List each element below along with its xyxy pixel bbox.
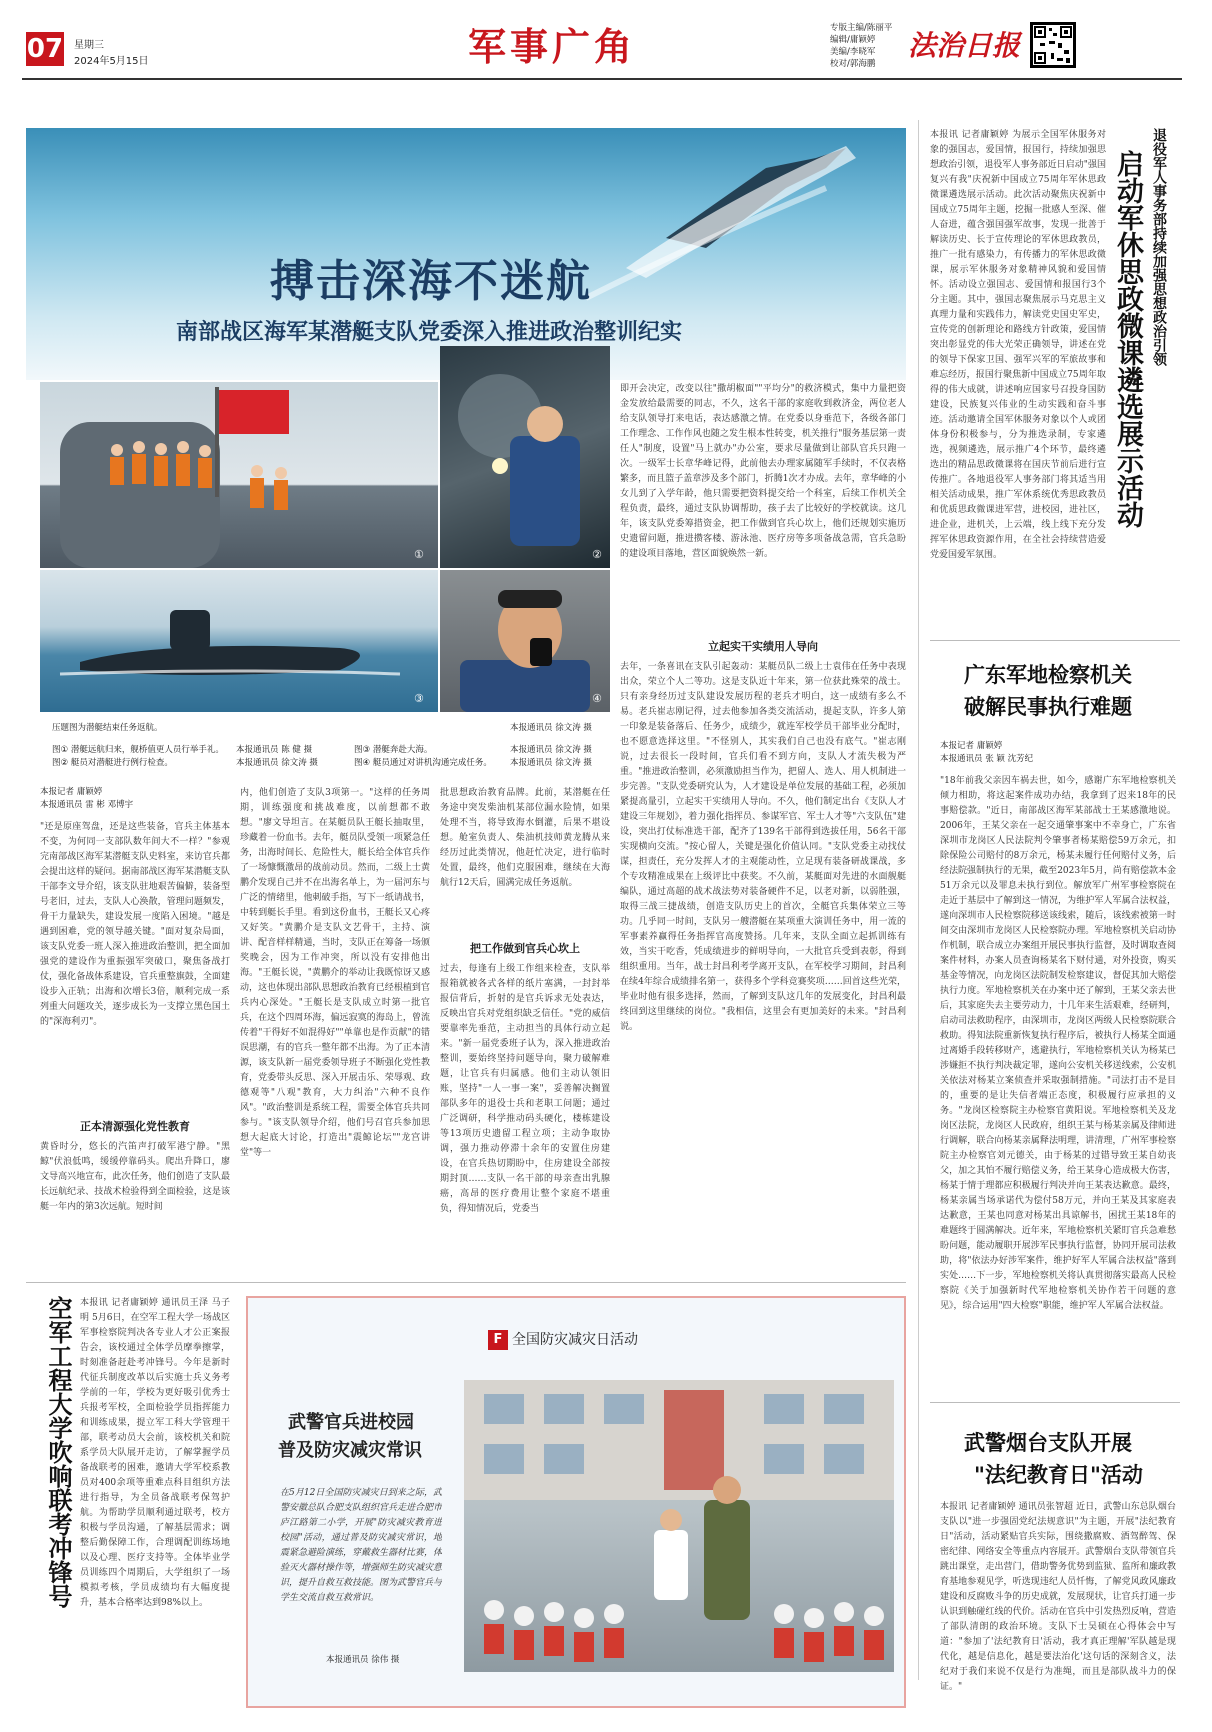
lead-body-col4: 即开会决定，改变以往"撒胡椒面""平均分"的救济模式，集中力量把资金发放给最需要的同志，不久，这名干部的家庭收到救济金，两位老人给支队领导打来电话，表达感激之情。在党委以身垂范下，各级各部门工作理念、工作作风也随之发生根本性转变，机关推行"服务基层第一责任人"制度，设置"马上就办"办公室，要求尽量做到让部队官兵只跑一次。一级军士长章华峰记得，此前他去办理家属随军手续时，不仅表格繁多，而且篮子盖章涉及多个部门，折腾1次才办成。去年，章华峰的小女儿到了入学年龄，他只需要把资料提交给一个科室，后续工作机关全程负责，最终，通过支队协调帮助，孩子去了比较好的学校就读。这几年，该支队党委筹措资金，把工作做到官兵心坎上，他们还规划实施历史遗留问题，推进攒客楼、游泳池、医疗房等多项备战急需，官兵急盼的建设项目落地，营区面貌焕然一新。 [620, 384, 906, 559]
masthead-logo: 法治日报 [908, 29, 1021, 62]
right-divider-1 [930, 640, 1180, 641]
lead-title: 搏击深海不迷航 [270, 256, 592, 307]
caption-credit-3: 本报通讯员 徐文涛 摄 本报通讯员 徐文涛 摄 [510, 745, 592, 768]
caption-banner: 压题图为潜艇结束任务返航。 [52, 723, 163, 733]
caption-credit-1: 本报通讯员 陈 健 摄 本报通讯员 徐文涛 摄 [236, 745, 318, 768]
heading-3: 立起实干实绩用人导向 [708, 640, 818, 653]
heading-1: 正本清源强化党性教育 [80, 1120, 190, 1133]
photo-3-submarine [40, 570, 438, 712]
disaster-title-1: 武警官兵进校园 [288, 1412, 414, 1433]
weekday: 星期三 [74, 40, 104, 51]
photo-1-bridge-crew [40, 382, 438, 568]
right-column-divider [918, 120, 919, 1680]
disaster-section-icon: F [488, 1330, 508, 1350]
procuratorate-body: "18年前我父亲因车祸去世，如今，感谢广东军地检察机关倾力相助，将这起案件成功办结，我拿到了迟来18年的民事赔偿款。"近日，南部战区海军某部战士王某感激地说。2006年，王某父亲在一起交通肇事案中不幸身亡，广东省深圳市龙岗区人民法院判令肇事者杨某赔偿59万余元，扣除保险公司赔付的8万余元，杨某未履行任何赔付义务，后经法院强制执行的无果，截至2023年5月，尚有赔偿款本金51万余元以及罪息未执行到位。解放军广州军事检察院在走近于基层中了解到这一情况，为维护军人军属合法权益，遂向深圳市人民检察院移送该线索，随后，该线索被第一时间交由深圳市龙岗区人民检察院办理。军地检察机关启动协作机制，联合成立办案组开展民事执行监督，及时调取查阅案件材料，办案人员查询杨某名下财付通，对外投资，购买基金等情况，向龙岗区法院制发检察建议，督促其加大赔偿执行力度。军地检察机关在办案中还了解到，王某父亲去世后，其家庭失去主要劳动力，十几年来生活艰难，经研判，启动司法救助程序，由深圳市，龙岗区两级人民检察院联合救助。得知法院重新恢复执行程序后，被执行人杨某全面通过离婚手段转移财产，逃避执行，军地检察机关认为杨某已涉嫌拒不执行判决裁定罪，遂向公安机关移送线索，公安机关依法对杨某立案侦查并采取强制措施。"司法打击不是目的，重要的是让失信者端正态度，积极履行应承担的义务。"龙岗区检察院主办检察官黄阳说。军地检察机关及龙岗区法院，龙岗区人民政府，组织王某与杨某亲属及律师进行调解，联合向杨某亲属释法明理，讲清理，广州军事检察院主办检察官刘元德关，由于杨某的过错导致王某自幼丧父，加之其怕不履行赔偿义务，给王某身心造成极大伤害，杨某于情于理都应积极履行判决并向王某表达歉意。最终，杨某亲属当场承诺代为偿付58万元，并向王某及其家庭表达歉意，王某也同意对杨某出具谅解书，困扰王某18年的难题终于圆满解决。近年来，军地检察机关紧盯官兵急难愁盼问题，能动履职开展涉军民事执行监督，协同开展司法救助，将"依法办好涉军案件，维护好军人军属合法权益"落到实处……下一步，军地检察机关将认真贯彻落实最高人民检察院《关于加强新时代军地检察机关协作若干问题的意见》，综合运用"四大检察"职能，维护军人军属合法权益。 [940, 776, 1176, 1311]
right-divider-2 [930, 1402, 1180, 1403]
yantai-title-2: "法纪教育日"活动 [974, 1463, 1143, 1487]
bottom-divider [26, 1282, 906, 1283]
photo-2-inspection [440, 346, 610, 568]
lead-body-col4b: 去年，一条喜讯在支队引起轰动：某艇员队二级上士袁伟在任务中表现出众，荣立个人二等功。这是支队近十年来，第一位获此殊荣的战士。只有亲身经历过支队建设发展历程的老兵才明白，这一成绩有多么不易。老兵崔志刚记得，过去他参加各类交流活动，提起支队，许多人第一印象是装备落后、任务少，成绩少，就连军校学员干部毕业分配时，也不愿意选择这里。"不怪别人，其实我们自己也没有底气。"崔志刚说，过去很长一段时间，官兵们看不到方向，支队人才流失极为严重。"推进政治整训，必须激励担当作为，把留人、选人、用人机制进一步完善。"支队党委研究认为，人才建设是单位发展的基础工程，必须加紧提高量引，立起实干实绩用人导向。不久，他们制定出台《支队人才建设三年规划》，着力强化指挥员、参谋军官、军士人才等"六支队伍"建设，突出打仗标准选干部，配齐了139名干部得到选拔任用，56名干部实现横向交流。"按心留人，关键是强化价值认同。"支队党委主动找仗谋，担责任，充分发挥人才的主观能动性，立足现有装备研战课战，多个专攻精准成果在上级评比中获奖。不久前，某艇面对先进的水面舰艇编队，通过高超的战术战法势对装备硬件不足，以老对新，以弱胜强，取得三战三捷战绩，创造支队历史上的首次，全艇官兵集体荣立三等功。几乎同一时间，支队另一艘潜艇在某项重大演训任务中，用一流的军事素养赢得任务指挥官高度赞扬。几年来，支队全面立起抓训练有效，当实干吃香，凭成绩进步的鲜明导向，一大批官兵受到表彰，得到组织重用。当年，战士封昌利考学离开支队，在军校学习期间，封昌利在续4年综合成绩排名第一，获得多个学科竞赛奖项……回首这些光荣，毕业时他有很多选择，然而，了解到支队这几年的发展变化，封昌利最终回到这里继续的岗位。"我相信，这里会有更加美好的未来。"封昌利说。 [620, 662, 906, 1032]
lead-body-col2: 内，他们创造了支队3项第一。"这样的任务周期，训练强度和挑战难度，以前想都不敢想。"廖文导坦言。在某艇员队王艇长抽取里，珍藏着一份血书。去年，艇员队受领一项紧急任务，出海时间长、危险性大，艇长给全体官兵作了一场慷慨激昂的战前动员。然而，二级上士黄鹏介发现自己并不在出海名单上，为一届河东与广泛的情绪里，他刺破手指，写下一纸请战书，中转到艇长手里。看到这份血书，王艇长又心疼又好笑。"黄鹏介是支队文艺骨干，主持、演讲、配音样样精通，当时，支队正在筹备一场颁奖晚会，因为工作冲突，所以没有安排他出海。"王艇长说，"黄鹏介的举动让我既惊讶又感动，这也体现出部队思想政治教育已经根植到官兵内心深处。"王艇长是支队成立时第一批官兵，在这个四周环海，偏远寂寞的海岛上，曾流传着"干得好不如混得好""单靠也是作贡献"的错误思潮，有的官兵一整年都不出海。为了正本清源，该支队新一届党委领导班子不断强化党性教育，党委带头反思、深入开展击乐、荣辱观、政德观等"八观"教育，大力纠治"六种不良作风"。"政治整训是系统工程，需要全体官兵共同参与。"该支队领导介绍，他们号召官兵参加思想大起底大讨论，打造出"震鲸论坛""龙宫讲堂"等一 [240, 788, 430, 1158]
lead-body-col3c: 过去，每逢有上级工作组来检查，支队举报箱就被各式各样的纸片塞满，一封封举报信背后，折射的是官兵诉求无处表达，反映出官兵对党组织缺乏信任。"党的威信要靠率先垂范，主动担当的具体行动立起来。"新一届党委班子认为，深入推进政治整训，要始终坚持问题导向，聚力破解难题，让官兵有归属感。他们主动认领旧账，坚持"一人一事一案"，妥善解决搁置部队多年的退役士兵和老职工问题；通过广泛调研，科学推动码头硬化，楼栋建设等13项历史遗留工程立项；主动争取协调，强力推动停滞十余年的安置住房建设，在官兵热切期盼中，住房建设全部按期封顶……支队一名干部的母亲查出乳腺癌，高昂的医疗费用让整个家庭不堪重负，得知情况后，党委当 [440, 964, 610, 1214]
disaster-body: 在5月12日全国防灾减灾日到来之际，武警安徽总队合肥支队组织官兵走进合肥市庐江路第二小学，开展"防灾减灾教育进校园"活动，通过普及防灾减灾常识，地震紧急避险演练，穿戴救生器材比赛，体验灭火器材操作等，增强师生防灾减灾意识，提升自救互救技能。图为武警官兵与学生交流自救互救常识。 [280, 1488, 442, 1603]
photo-marker-3: ③ [414, 692, 424, 705]
veterans-body: 本报讯 记者庸颖婷 为展示全国军休服务对象的强国志，爱国情，报国行，持续加强思想政治引领，退役军人事务部近日启动"强国复兴有我"庆祝新中国成立75周年军休思政微课遴选展示活动。此次活动聚焦庆祝新中国成立75周年主题，挖掘一批感人至深、催人奋进，蕴含强国强军故事，发现一批善于解读历史、长于宣传理论的军休思政教员，推广一批有感染力，有传播力的军休思政微课，展示军休服务对象精神风貌和爱国情怀。活动设立强国志、爱国情和报国行3个分主题。其中，强国志聚焦展示马克思主义真理力量和实践伟力，解读党史国史军史，宣传党的创新理论和路线方针政策，爱国情突出彰显党的伟大光荣正确领导，讲述在党的领导下保家卫国、强军兴军的军旅故事和难忘经历，报国行聚焦新中国成立75周年取得的伟大成就，讲述响应国家号召投身国防建设，民族复兴伟业的生动实践和奋斗事迹。活动邀请全国军休服务对象以个人或团体身份积极参与，分为推选录制，专家遴选，视频遴选，展示推广4个环节，最终遴选出的精品思政微课将在国庆节前后进行宣传推广。各地退役军人事务部门将其适当用相关活动成果，推广军休系统优秀思政教员和优质思政微课进军营，进校园，进社区，进企业，进机关，上云端，线上线下充分发挥军休思政资源作用，在全社会持续营造爱党爱国爱军氛围。 [930, 130, 1106, 560]
photo-4-radio [440, 570, 610, 712]
lead-byline: 本报记者 庸颖婷 本报通讯员 雷 彬 邓博宇 [40, 787, 134, 810]
airforce-title: 空军工程大学吹响联考冲锋号 [44, 1296, 72, 1608]
caption-photo-3: 图③ 潜艇奔赴大海。 图④ 艇员通过对讲机沟通完成任务。 [354, 745, 492, 768]
issue-date: 2024年5月15日 [74, 56, 149, 67]
caption-photo-1: 图① 潜艇远航归来，舰桥值更人员行举手礼。 图② 艇员对潜艇进行例行检查。 [52, 745, 224, 768]
photo-marker-1: ① [414, 548, 424, 561]
photo-marker-2: ② [592, 548, 602, 561]
procuratorate-byline: 本报记者 庸颖婷 本报通讯员 张 颖 沈芳纪 [940, 741, 1034, 764]
caption-banner-credit: 本报通讯员 徐文涛 摄 [510, 723, 592, 733]
heading-2: 把工作做到官兵心坎上 [470, 942, 580, 955]
section-title: 军事广角 [468, 25, 637, 69]
veterans-subtitle: 退役军人事务部持续加强思想政治引领 [1151, 128, 1167, 366]
airforce-body: 本报讯 记者庸颖婷 通讯员王泽 马子明 5月6日，在空军工程大学一场战区军事检察院判决各专业人才公正案报告会，该校通过全体学员摩拳擦掌，时刻准备赶赴考冲锋号。今年是新时代征兵制度改革以后实施士兵义务考学前的一年，学校为更好吸引优秀士兵报考军校，全面检验学员指挥能力和训练成果，提立军工科大学管理干部，联考动员大会前，该校机关和院系学员大队展开走访，了解掌握学员备战联考的困难，邀请大学军校系教员对400余项等重难点科目组织方法进行指导，为全员备战联考保驾护航。为帮助学员顺利通过联考，校方积极与学员沟通，了解基层需求；调整后勤保障工作，合理调配训练场地以及心理、医疗支持等。全体毕业学员训练四个周期后，大学组织了一场模拟考核，学员成绩均有大幅度提升，基本合格率达到98%以上。 [80, 1298, 230, 1608]
page-number-badge: 07 [26, 34, 64, 64]
procuratorate-title-2: 破解民事执行难题 [964, 695, 1132, 719]
lead-body-col1b: 黄昏时分，悠长的汽笛声打破军港宁静。"黑鲸"伏浪低鸣，缓缓停靠码头。爬出升降口，廖文导高兴地宣布，此次任务，他们创造了支队最长远航纪录、技战术检验得到全面检验，这是该艇一年内的第3次远航。短时间 [40, 1142, 230, 1212]
disaster-photo-classroom [464, 1380, 894, 1672]
disaster-title-2: 普及防灾减灾常识 [278, 1440, 422, 1461]
staff-list: 专版主编/陈丽平 编辑/庸颖婷 美编/李晓军 校对/郭海鹏 [830, 23, 893, 69]
disaster-section-label: 全国防灾减灾日活动 [512, 1332, 638, 1348]
disaster-credit: 本报通讯员 徐伟 摄 [326, 1655, 400, 1665]
yantai-body: 本报讯 记者庸颖婷 通讯员张智超 近日，武警山东总队烟台支队以"进一步强固党纪法规意识"为主题，开展"法纪教育日"活动，活动紧贴官兵实际，围绕撒腐败、酒驾醉驾、保密纪律、网络安全等重点内容展开。武警烟台支队带领官兵跳出课堂，走出营门，借助警务优势到监狱、监所和廉政教育基地参观见学，听选现违纪人员忏悔，了解党风政风廉政建设和反腐败斗争的历史成就，发展现状，让官兵打通一步认识到触碰红线的代价。活动在官兵中引发热烈反响，营造了部队清朗的政治环境。支队下士吴硕在心得体会中写道："参加了'法纪教育日'活动，我才真正理解'军队越是现代化，越是信息化，越是要法治化'这句话的深刻含义，法纪对于我们来说不仅是行为准绳，而且是部队战斗力的保证。" [940, 1502, 1176, 1692]
photo-marker-4: ④ [592, 692, 602, 705]
veterans-title: 启动军休思政微课遴选展示活动 [1112, 150, 1143, 528]
qr-code [1030, 22, 1076, 68]
lead-body-col3: 批思想政治教育品牌。此前，某潜艇在任务途中突发柴油机某部位漏水险情，如果处理不当，将导致海水倒灌，后果不堪设想。舱室负责人、柴油机技师黄龙腾从来经历过此类情况，他赶忙决定，进行临时处置，最终，他们克服困难，继续在大海航行12天后，圆满完成任务返航。 [440, 788, 610, 888]
procuratorate-title-1: 广东军地检察机关 [964, 663, 1132, 687]
header-rule [22, 78, 1182, 80]
lead-subtitle: 南部战区海军某潜艇支队党委深入推进政治整训纪实 [176, 320, 683, 345]
yantai-title-1: 武警烟台支队开展 [964, 1431, 1132, 1455]
lead-body-col1: "还是原座驾盘，还是这些装备，官兵主体基本不变，为何同一支部队数年间大不一样？"参观完南部战区海军某潜艇支队史料室，来访官兵都会提出这样的疑问。据南部战区海军某潜艇支队干部李文导介绍，该支队驻地艰苦偏僻，装备型号老旧，过去，支队人心涣散，管理问题频发，骨干力量缺失，建设发展一度陷入困境。"越是遇到困难，党的领导越关键。"面对复杂局面，该支队党委一班人深入推进政治整训，把全面加强党的建设作为重振强军突破口，聚焦备战打仗，强化备战体系建设，官兵重整旗鼓，全面建设步入正轨；出海和次增长3倍，顺利完成一系列重大问题攻关，逐步成长为一支撑立黑色国土的"深海利刃"。 [40, 822, 230, 1027]
